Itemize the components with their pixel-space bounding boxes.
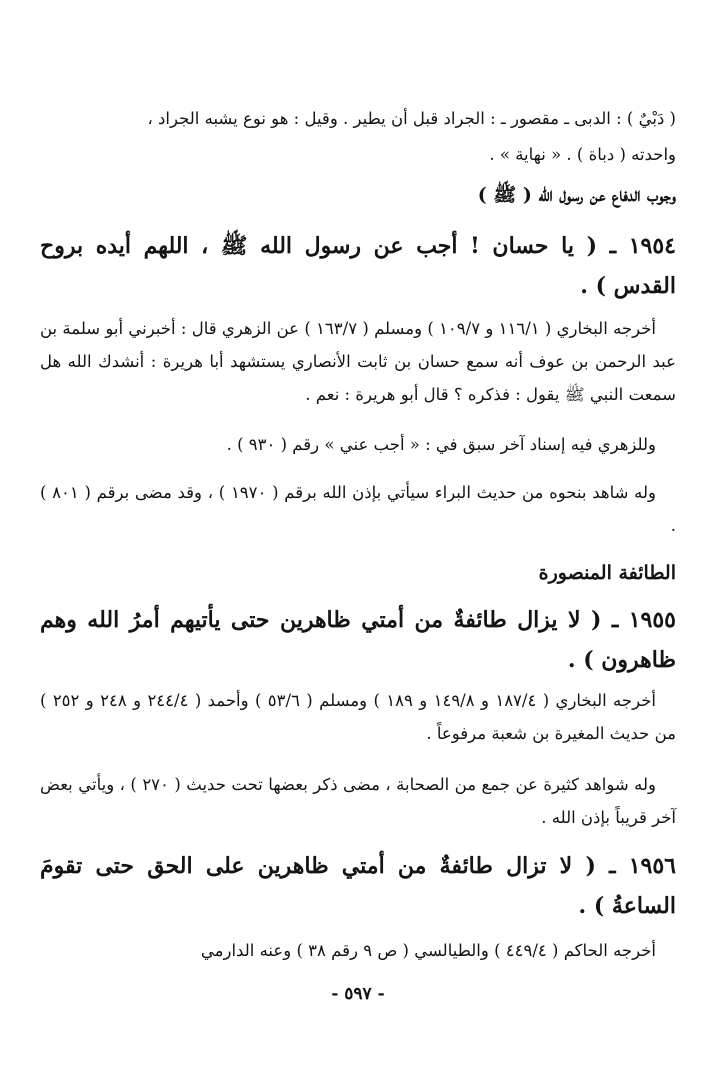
takhrij-1956: أخرجه الحاكم ( ٤٤٩/٤ ) والطيالسي ( ص ٩ رقم ٣٨ ) وعنه الدارمي: [200, 941, 656, 960]
section-heading-victorious-group: الطائفة المنصورة: [538, 562, 676, 584]
hadith-number: ١٩٥٤: [628, 233, 676, 259]
hadith-1955: [40, 600, 676, 680]
definition-line-2: واحدته ( دباة ) . « نهاية » .: [489, 145, 676, 164]
section-heading-defense: وجوب الدفاع عن رسول الله ( ﷺ ): [477, 184, 676, 206]
takhrij-1955: أخرجه البخاري ( ١٨٧/٤ و ١٤٩/٨ و ١٨٩ ) ومسلم ( ٥٣/٦ ) وأحمد ( ٢٤٤/٤ و ٢٤٨ و ٢٥٢ ) من حديث المغيرة بن شعبة مرفوعاً .: [40, 691, 676, 743]
hadith-1956: [40, 846, 676, 926]
note-shawahid: وله شواهد كثيرة عن جمع من الصحابة ، مضى ذكر بعضها تحت حديث ( ٢٧٠ ) ، ويأتي بعض آخر قريباً بإذن الله .: [40, 775, 676, 827]
note-bara: وله شاهد بنحوه من حديث البراء سيأتي بإذن الله برقم ( ١٩٧٠ ) ، وقد مضى برقم ( ٨٠١ ) .: [40, 483, 676, 535]
hadith-text: ـ ( لا يزال طائفةٌ من أمتي ظاهرين حتى يأتيهم أمرُ الله وهم ظاهرون ) .: [40, 607, 676, 673]
page-number: - ٥٩٧ -: [331, 984, 385, 1004]
hadith-text: ـ ( يا حسان ! أجب عن رسول الله ﷺ ، اللهم أيده بروح القدس ) .: [40, 233, 676, 299]
note-zuhri: وللزهري فيه إسناد آخر سبق في : « أجب عني » رقم ( ٩٣٠ ) .: [226, 435, 656, 454]
definition-line-1: ( دَبْيٌ ) : الدبى ـ مقصور ـ : الجراد قبل أن يطير . وقيل : هو نوع يشبه الجراد ،: [147, 109, 676, 128]
hadith-number: ١٩٥٥: [628, 607, 676, 633]
takhrij-1954: أخرجه البخاري ( ١١٦/١ و ١٠٩/٧ ) ومسلم ( ١٦٣/٧ ) عن الزهري قال : أخبرني أبو سلمة بن عبد الرحمن بن عوف أنه سمع حسان بن ثابت الأنصاري يستشهد أبا هريرة : أنشدك الله هل سمعت النبي ﷺ يقول : فذكره ؟ قال أبو هريرة : نعم .: [40, 319, 676, 404]
hadith-1954: [40, 226, 676, 306]
hadith-text: ـ ( لا تزال طائفةٌ من أمتي ظاهرين على الحق حتى تقومَ الساعةُ ) .: [40, 853, 676, 919]
hadith-number: ١٩٥٦: [628, 853, 676, 879]
